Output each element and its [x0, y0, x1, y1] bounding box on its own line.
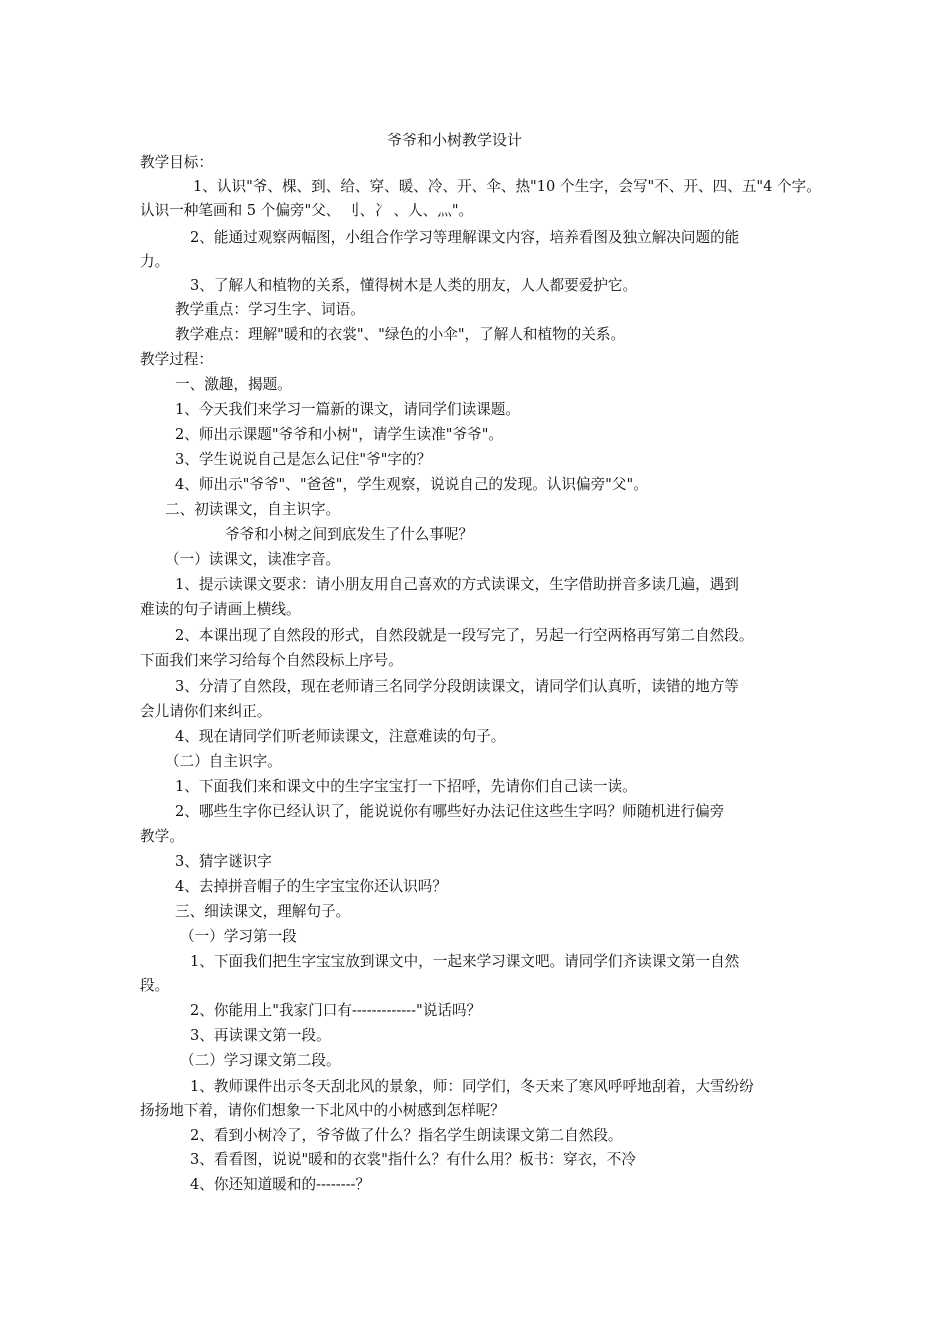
part-heading: 一、激趣，揭题。 [175, 376, 292, 393]
paragraph-line: 教学。 [140, 828, 184, 845]
paragraph-line: 1、下面我们把生字宝宝放到课文中，一起来学习课文吧。请同学们齐读课文第一自然 [190, 953, 740, 970]
paragraph-line: 2、能通过观察两幅图，小组合作学习等理解课文内容，培养看图及独立解决问题的能 [190, 229, 740, 246]
paragraph-line: 会儿请你们来纠正。 [140, 703, 272, 720]
paragraph-line: 1、认识"爷、棵、到、给、穿、暖、冷、开、伞、热"10 个生字，会写"不、开、四、五"4 个字。 [193, 178, 821, 195]
paragraph-line: 3、学生说说自己是怎么记住"爷"字的？ [175, 451, 432, 468]
difficult-points: 教学难点：理解"暖和的衣裳"、"绿色的小伞"，了解人和植物的关系。 [175, 326, 626, 343]
paragraph-line: 4、师出示"爷爷"、"爸爸"，学生观察，说说自己的发现。认识偏旁"父"。 [175, 476, 648, 493]
paragraph-line: 3、了解人和植物的关系，懂得树木是人类的朋友，人人都要爱护它。 [190, 277, 638, 294]
subsection-heading: （一）学习第一段 [180, 928, 297, 945]
document-title: 爷爷和小树教学设计 [387, 131, 523, 149]
paragraph-line: 难读的句子请画上横线。 [140, 601, 301, 618]
paragraph-line: 1、今天我们来学习一篇新的课文，请同学们读课题。 [175, 401, 520, 418]
paragraph-line: 4、你还知道暖和的--------？ [190, 1176, 371, 1193]
subsection-heading: （二）自主识字。 [165, 753, 282, 770]
paragraph-line: 段。 [140, 977, 170, 994]
section-heading-process: 教学过程： [140, 351, 213, 368]
paragraph-line: 3、再读课文第一段。 [190, 1027, 331, 1044]
paragraph-line: 2、本课出现了自然段的形式，自然段就是一段写完了，另起一行空两格再写第二自然段。 [175, 627, 754, 644]
paragraph-line: 扬扬地下着，请你们想象一下北风中的小树感到怎样呢？ [140, 1102, 505, 1119]
paragraph-line: 2、你能用上"我家门口有-------------"说话吗？ [190, 1002, 482, 1019]
part-heading: 二、初读课文，自主识字。 [165, 501, 341, 518]
paragraph-line: 力。 [140, 253, 170, 270]
paragraph-line: 1、教师课件出示冬天刮北风的景象，师：同学们，冬天来了寒风呼呼地刮着，大雪纷纷 [190, 1078, 754, 1095]
subsection-heading: （一）读课文，读准字音。 [165, 551, 341, 568]
paragraph-line: 1、提示读课文要求：请小朋友用自己喜欢的方式读课文，生字借助拼音多读几遍，遇到 [175, 576, 739, 593]
subsection-heading: （二）学习课文第二段。 [180, 1052, 341, 1069]
paragraph-line: 2、师出示课题"爷爷和小树"，请学生读准"爷爷"。 [175, 426, 504, 443]
paragraph-line: 3、分清了自然段，现在老师请三名同学分段朗读课文，请同学们认真听，读错的地方等 [175, 678, 739, 695]
paragraph-line: 3、看看图，说说"暖和的衣裳"指什么？有什么用？板书：穿衣，不冷 [190, 1151, 636, 1168]
key-points: 教学重点：学习生字、词语。 [175, 301, 365, 318]
paragraph-line: 认识一种笔画和 5 个偏旁"父、 刂、冫 、人、灬"。 [140, 202, 474, 219]
paragraph-line: 1、下面我们来和课文中的生字宝宝打一下招呼，先请你们自己读一读。 [175, 778, 637, 795]
paragraph-line: 下面我们来学习给每个自然段标上序号。 [140, 652, 403, 669]
paragraph-line: 4、去掉拼音帽子的生字宝宝你还认识吗？ [175, 878, 447, 895]
part-heading: 三、细读课文，理解句子。 [175, 903, 351, 920]
paragraph-line: 爷爷和小树之间到底发生了什么事呢？ [225, 526, 474, 543]
paragraph-line: 3、猜字谜识字 [175, 853, 272, 870]
paragraph-line: 4、现在请同学们听老师读课文，注意难读的句子。 [175, 728, 506, 745]
paragraph-line: 2、哪些生字你已经认识了，能说说你有哪些好办法记住这些生字吗？师随机进行偏旁 [175, 803, 725, 820]
section-heading-objectives: 教学目标： [140, 154, 213, 171]
paragraph-line: 2、看到小树冷了，爷爷做了什么？指名学生朗读课文第二自然段。 [190, 1127, 623, 1144]
